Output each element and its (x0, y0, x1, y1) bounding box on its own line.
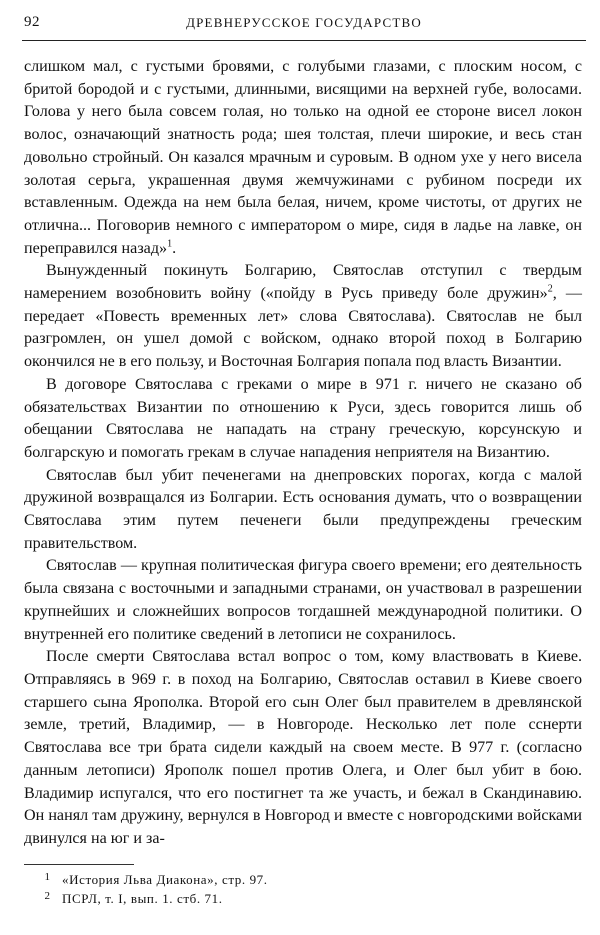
page-number: 92 (24, 14, 40, 30)
page-header (24, 14, 584, 36)
header-rule (22, 40, 586, 41)
paragraph-5: Святослав — крупная политическая фигура своего времени; его деятельность была связана с восточными и западными странами, он участвовал в разрешении крупнейших и сложнейших вопросов тогдашней международной политики. О внутренней его политике сведений в летописи не сохранилось. (24, 557, 582, 643)
footnote-ref-2: 2 (547, 283, 553, 295)
paragraph-2 (24, 260, 582, 374)
paragraph-3: В договоре Святослава с греками о мире в 971 г. ничего не сказано об обязательствах Византии по отношению к Руси, здесь говорится лишь об обещании Святослава не нападать на страну греческую, корсунскую и болгарскую и помогать грекам в случае нападения неприятеля на Византию. (24, 375, 582, 461)
footnote-1 (24, 870, 582, 889)
body-text (24, 56, 582, 851)
footnote-1-text: «История Льва Диакона», стр. 97. (62, 872, 268, 887)
paragraph-1-text: слишком мал, с густыми бровями, с голубыми глазами, с плоским носом, с бритой бородой и с густыми, длинными, висящими на верхней губе, волосами. Голова у него была совсем голая, но только на одной ее стороне висел локон волос, означающий знатность рода; шея толстая, плечи широкие, и весь стан довольно стройный. Он казался мрачным и суровым. В одном ухе у него висела золотая серьга, украшенная двумя жемчужинами с рубином посреди их вставленным. Одежда на нем была белая, ничем, кроме чистоты, от других не отлична... Поговорив немного с императором о мире, сидя в ладье на лавке, он переправился назад» (24, 58, 582, 257)
paragraph-4: Святослав был убит печенегами на днепровских порогах, когда с малой дружиной возвращался из Болгарии. Есть основания думать, что о возвращении Святослава этим путем печенеги были предупреждены греческим правительством. (24, 466, 582, 552)
paragraph-6: После смерти Святослава встал вопрос о том, кому властвовать в Киеве. Отправляясь в 969 г. в поход на Болгарию, Святослав оставил в Киеве своего старшего сына Ярополка. Второй его сын Олег был правителем в древлянской земле, третий, Владимир, — в Новгороде. Несколько лет поле сснерти Святослава все три брата сидели каждый на своем месте. В 977 г. (согласно данным летописи) Ярополк пошел против Олега, и Олег был убит в бою. Владимир испугался, что его постигнет та же участь, и бежал в Скандинавию. Он нанял там дружину, вернулся в Новгород и вместе с новгородскими войсками двинулся на юг и за- (24, 648, 582, 847)
running-head: ДРЕВНЕРУССКОЕ ГОСУДАРСТВО (186, 15, 422, 30)
footnote-1-mark: 1 (44, 871, 50, 883)
paragraph-2-text-before: Вынужденный покинуть Болгарию, Святослав отступил с твердым намерением возобновить войну («пойду в Русь приведу боле дружин» (24, 262, 582, 303)
paragraph-2-text-after: , — передает «Повесть временных лет» слова Святослава). Святослав не был разгромлен, он ушел домой с войском, однако второй поход в Болгарию окончился не в его пользу, и Восточная Болгария попала под власть Византии. (24, 285, 583, 371)
paragraph-1: слишком мал, с густыми бровями, с голубыми глазами, с плоским носом, с бритой бородой и с густыми, длинными, висящими на верхней губе, волосами. Голова у него была совсем голая, но только на одной ее стороне висел локон волос, означающий знатность рода; шея толстая, плечи широкие, и весь стан довольно стройный. Он казался мрачным и суровым. В одном ухе у него висела золотая серьга, украшенная двумя жемчужинами с рубином посреди их вставленным. Одежда на нем была белая, ничем, кроме чистоты, от других не отлична... Поговорив немного с императором о мире, сидя в ладье на лавке, он переправился назад»$^1$. (24, 58, 582, 257)
footnotes (24, 870, 582, 908)
footnote-2-mark: 2 (44, 890, 50, 902)
footnote-2 (24, 889, 582, 908)
footnote-2-text: ПСРЛ, т. I, вып. 1. стб. 71. (62, 891, 223, 906)
footnote-ref-1: 1 (167, 238, 173, 250)
footnote-rule (24, 864, 134, 865)
